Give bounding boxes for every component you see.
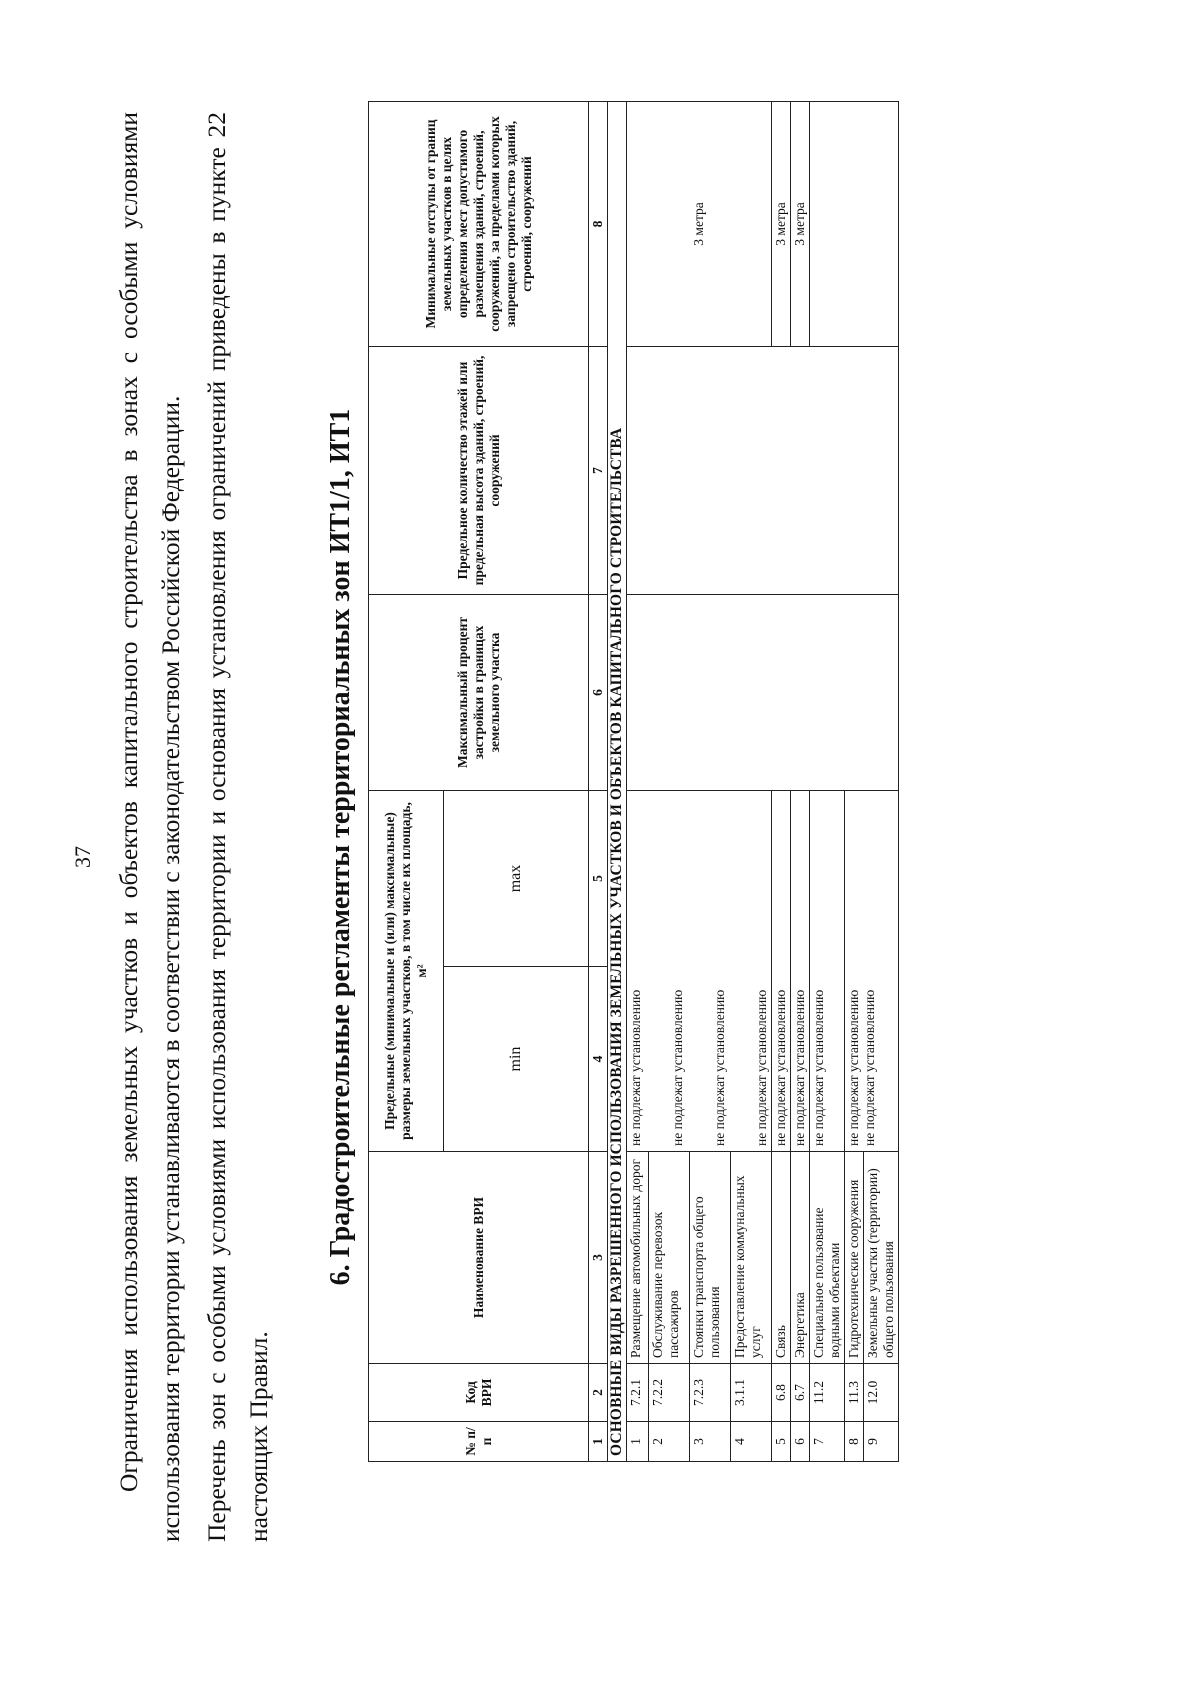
row-setback: 3 метра <box>791 101 810 346</box>
column-number: 3 <box>589 1152 608 1364</box>
row-setback: 3 метра <box>772 101 791 346</box>
row-size: не подлежат установлению <box>862 989 877 1146</box>
row-code: 7.2.1 <box>627 1364 649 1422</box>
row-code: 11.2 <box>810 1364 845 1422</box>
row-num: 5 <box>772 1422 791 1462</box>
row-name: Энергетика <box>791 1152 810 1364</box>
row-size-group <box>627 790 772 1151</box>
row-name: Земельные участки (территории) общего пользования <box>864 1152 899 1364</box>
column-numbers-row <box>589 101 608 1461</box>
row-code: 6.7 <box>791 1364 810 1422</box>
row-size: не подлежат установлению <box>754 989 769 1146</box>
row-name: Гидротехнические сооружения <box>845 1152 864 1364</box>
section-title: ОСНОВНЫЕ ВИДЫ РАЗРЕШЕННОГО ИСПОЛЬЗОВАНИЯ ЗЕМЕЛЬНЫХ УЧАСТКОВ И ОБЪЕКТОВ КАПИТАЛЬНОГО СТРОИТЕЛЬСТВА <box>608 101 627 1461</box>
row-num: 2 <box>649 1422 690 1462</box>
row-code: 7.2.2 <box>649 1364 690 1422</box>
column-number: 5 <box>589 790 608 966</box>
column-number: 1 <box>589 1422 608 1462</box>
row-num: 3 <box>690 1422 731 1462</box>
table-row <box>627 101 649 1461</box>
row-code: 12.0 <box>864 1364 899 1422</box>
row-num: 8 <box>845 1422 864 1462</box>
row-code: 3.1.1 <box>731 1364 772 1422</box>
header-setback: Минимальные отступы от границ земельных участков в целях определения мест допустимого размещения зданий, строений, сооружений, за пределами которых запрещено строительство зданий, строений, сооружений <box>369 101 589 346</box>
header-name: Наименование ВРИ <box>369 1152 589 1364</box>
row-code: 6.8 <box>772 1364 791 1422</box>
row-size: не подлежат установлению <box>628 989 643 1146</box>
row-name: Обслуживание перевозок пассажиров <box>649 1152 690 1364</box>
row-code: 7.2.3 <box>690 1364 731 1422</box>
header-size-group: Предельные (минимальные и (или) максимальные) размеры земельных участков, в том числе их площадь, м² <box>369 790 444 1151</box>
row-num: 9 <box>864 1422 899 1462</box>
header-code: Код ВРИ <box>369 1364 589 1422</box>
row-size-group <box>845 790 899 1151</box>
row-size: не подлежат установлению <box>712 989 727 1146</box>
row-name: Специальное пользование водными объектами <box>810 1152 845 1364</box>
row-setback-empty <box>810 101 899 346</box>
row-size: не подлежат установлению <box>791 790 810 1151</box>
column-number: 6 <box>589 594 608 790</box>
page-number: 37 <box>70 846 95 868</box>
column-number: 4 <box>589 967 608 1152</box>
header-min: min <box>444 967 589 1152</box>
paragraph-zones-list <box>196 112 280 1542</box>
header-num: № п/п <box>369 1422 589 1462</box>
row-num: 6 <box>791 1422 810 1462</box>
header-row-1 <box>369 101 444 1461</box>
row-name: Стоянки транспорта общего пользования <box>690 1152 731 1364</box>
row-size: не подлежат установлению <box>772 790 791 1151</box>
row-setback: 3 метра <box>627 101 772 346</box>
row-size: не подлежат установлению <box>846 989 861 1146</box>
header-floors: Предельное количество этажей или предельная высота зданий, строений, сооружений <box>369 346 589 594</box>
row-name: Связь <box>772 1152 791 1364</box>
header-percent: Максимальный процент застройки в границах земельного участка <box>369 594 589 790</box>
header-max: max <box>444 790 589 966</box>
row-floors-empty <box>627 346 899 594</box>
row-num: 4 <box>731 1422 772 1462</box>
column-number: 7 <box>589 346 608 594</box>
row-size: не подлежат установлению <box>670 989 685 1146</box>
row-name: Предоставление коммунальных услуг <box>731 1152 772 1364</box>
paragraph-restrictions <box>108 112 192 1542</box>
section-title-row <box>608 101 627 1461</box>
row-num: 1 <box>627 1422 649 1462</box>
paragraph-restrictions-text: Ограничения использования земельных участков и объектов капитального строительства в зонах с особыми условиями использования территории устанавливаются в соответствии с законодательством Российской Федерации. <box>114 112 185 1542</box>
column-number: 8 <box>589 101 608 346</box>
row-size: не подлежат установлению <box>810 790 845 1151</box>
row-percent-empty <box>627 594 899 790</box>
row-code: 11.3 <box>845 1364 864 1422</box>
paragraph-zones-list-text: Перечень зон с особыми условиями использования территории и основания установления ограничений приведены в пункте 22 настоящих Правил. <box>202 112 273 1542</box>
section-heading: 6. Градостроительные регламенты территориальных зон ИТ1/1, ИТ1 <box>325 408 356 1286</box>
row-name: Размещение автомобильных дорог <box>627 1152 649 1364</box>
row-num: 7 <box>810 1422 845 1462</box>
column-number: 2 <box>589 1364 608 1422</box>
regulations-table <box>368 101 899 1462</box>
